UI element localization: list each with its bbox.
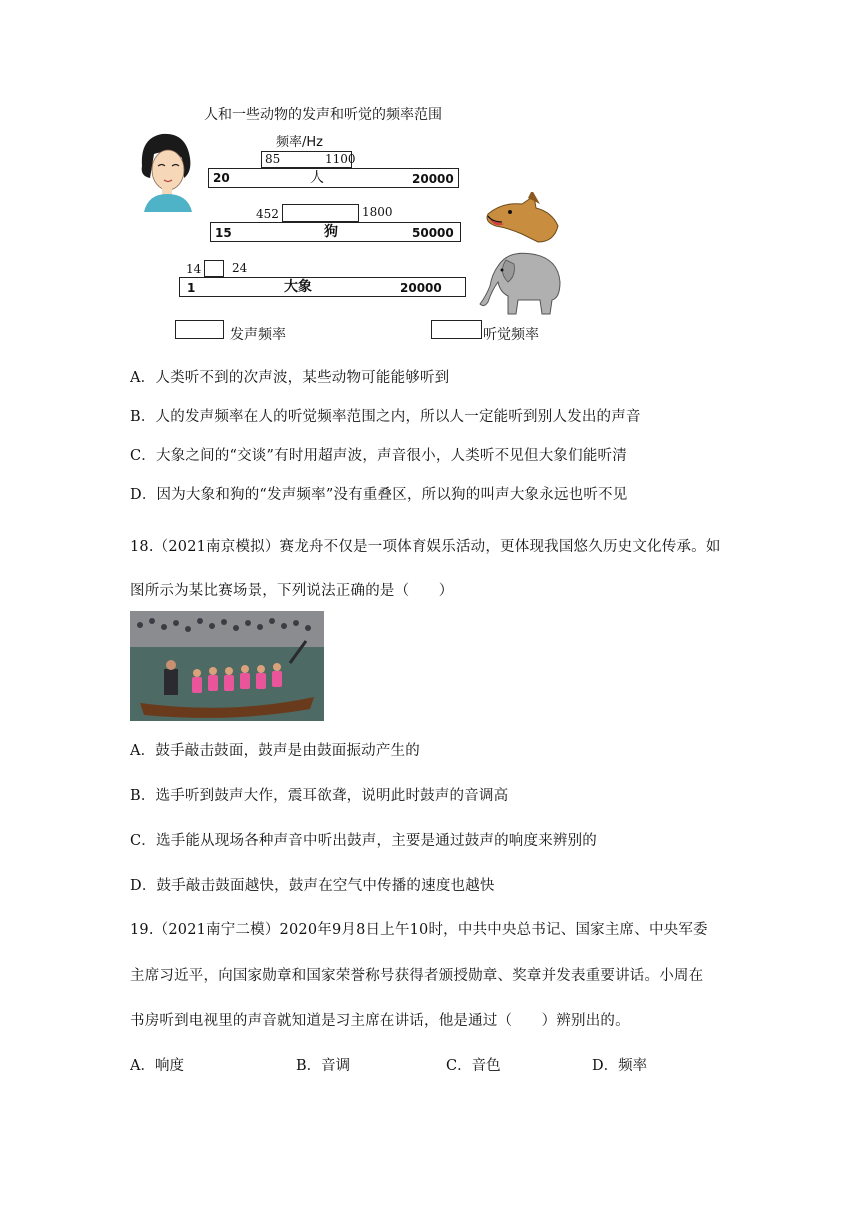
legend-hearing-swatch (431, 320, 482, 339)
figure-title: 人和一些动物的发声和听觉的频率范围 (204, 107, 442, 123)
q19-stem-line1: 19.（2021南宁二模）2020年9月8日上午10时，中共中央总书记、国家主席、中央军委 (130, 922, 708, 938)
human-name: 人 (310, 170, 324, 186)
dog-voice-max: 1800 (362, 205, 393, 219)
elephant-voice-max: 24 (232, 261, 248, 275)
q18-stem-line1: 18.（2021南京模拟）赛龙舟不仅是一项体育娱乐活动，更体现我国悠久历史文化传承。如 (130, 539, 721, 555)
elephant-hear-max: 20000 (400, 281, 442, 295)
q17-option-c: C．大象之间的“交谈”有时用超声波，声音很小，人类听不见但大象们能听清 (130, 448, 627, 464)
human-hear-min: 20 (213, 171, 230, 185)
woman-illustration (132, 128, 202, 212)
q19-option-a: A．响度 (130, 1058, 184, 1074)
q17-option-a: A．人类听不到的次声波，某些动物可能能够听到 (130, 370, 450, 386)
dog-name: 狗 (324, 224, 338, 240)
human-voice-max: 1100 (325, 152, 356, 166)
elephant-illustration (478, 246, 564, 316)
q19-option-b: B．音调 (296, 1058, 351, 1074)
frequency-unit-label: 频率/Hz (276, 135, 323, 150)
elephant-voice-min: 14 (186, 262, 202, 276)
legend-hearing-label: 听觉频率 (483, 327, 539, 343)
q18-stem-line2: 图所示为某比赛场景，下列说法正确的是（ ） (130, 583, 454, 599)
legend-voice-swatch (175, 320, 224, 339)
dog-hear-max: 50000 (412, 226, 454, 240)
q19-stem-line2: 主席习近平，向国家勋章和国家荣誉称号获得者颁授勋章、奖章并发表重要讲话。小周在 (130, 968, 704, 984)
elephant-name: 大象 (284, 279, 312, 295)
dog-hear-min: 15 (215, 226, 232, 240)
elephant-voice-bar (204, 260, 224, 277)
q19-option-c: C．音色 (446, 1058, 501, 1074)
dog-voice-bar (282, 204, 359, 222)
q19-stem-line3: 书房听到电视里的声音就知道是习主席在讲话，他是通过（ ）辨别出的。 (130, 1013, 630, 1029)
q18-option-b: B．选手听到鼓声大作，震耳欲聋，说明此时鼓声的音调高 (130, 788, 509, 804)
human-hear-max: 20000 (412, 172, 454, 186)
q19-option-d: D．频率 (592, 1058, 648, 1074)
q17-option-b: B．人的发声频率在人的听觉频率范围之内，所以人一定能听到别人发出的声音 (130, 409, 641, 425)
q18-option-c: C．选手能从现场各种声音中听出鼓声，主要是通过鼓声的响度来辨别的 (130, 833, 597, 849)
q18-option-a: A．鼓手敲击鼓面，鼓声是由鼓面振动产生的 (130, 743, 420, 759)
elephant-hear-min: 1 (187, 281, 196, 295)
dog-illustration (482, 192, 562, 246)
q18-option-d: D．鼓手敲击鼓面越快，鼓声在空气中传播的速度也越快 (130, 878, 495, 894)
human-voice-min: 85 (265, 152, 281, 166)
legend-voice-label: 发声频率 (230, 327, 286, 343)
dog-voice-min: 452 (256, 207, 279, 221)
q17-option-d: D．因为大象和狗的“发声频率”没有重叠区，所以狗的叫声大象永远也听不见 (130, 487, 628, 503)
dragon-boat-photo (130, 611, 324, 721)
